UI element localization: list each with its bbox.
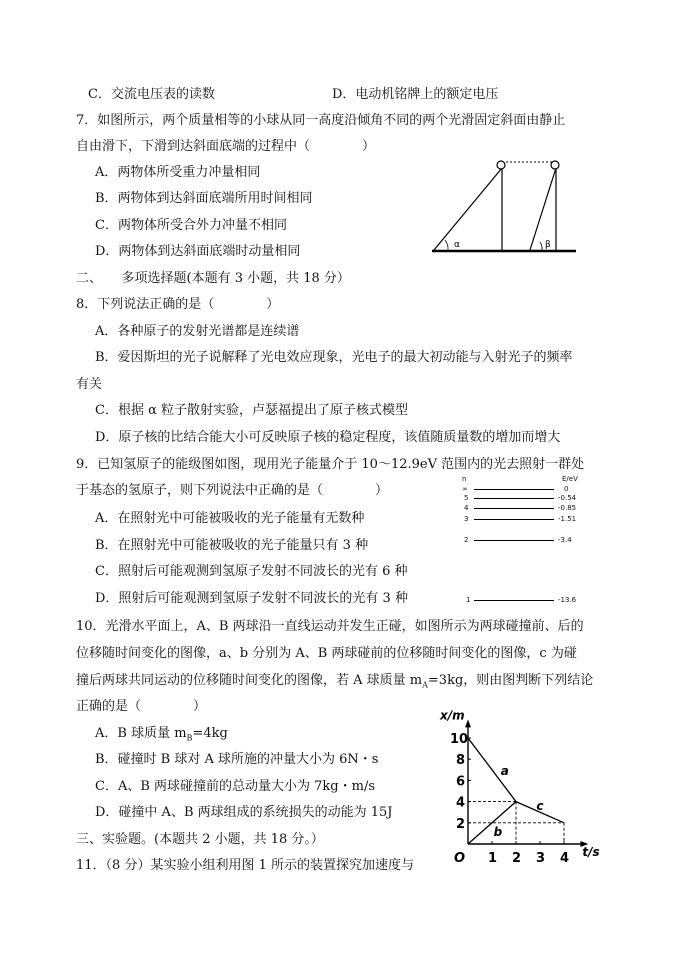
x-tick-label-2: 2	[512, 851, 522, 866]
section2-heading: 二、 多项选择题(本题有 3 小题，共 18 分）	[76, 271, 350, 286]
q7-stem-line2: 自由滑下，下滑到达斜面底端的过程中（ ）	[76, 139, 376, 154]
q10-option-a-pre: A．B 球质量 m	[95, 726, 187, 741]
energy-e-header: E/eV	[562, 475, 578, 483]
q10-option-c: C．A、B 两球碰撞前的总动量大小为 7kg・m/s	[95, 779, 376, 794]
level-2-e: -3.4	[558, 536, 572, 544]
q10-stem-line2: 位移随时间变化的图像，a、b 分别为 A、B 两球碰前的位移随时间变化的图像，c 为碰	[76, 646, 577, 661]
y-tick-label-6: 6	[456, 774, 466, 790]
angle-beta-arc	[540, 242, 542, 250]
y-tick-label-4: 4	[456, 795, 466, 811]
y-axis-arrow	[465, 719, 471, 727]
energy-n-header: n	[462, 475, 467, 483]
level-4-e: -0.85	[558, 504, 577, 512]
angle-alpha-arc	[445, 240, 448, 250]
label-beta: β	[545, 240, 551, 250]
y-tick-label-10: 10	[450, 732, 469, 747]
level-5-line	[474, 498, 554, 499]
y-tick-label-8: 8	[456, 753, 466, 769]
ball-left	[497, 161, 505, 169]
series-b-label: b	[493, 825, 503, 840]
label-alpha: α	[454, 240, 460, 250]
q10-option-b: B．碰撞时 B 球对 A 球所施的冲量大小为 6N・s	[95, 752, 379, 767]
q9-stem-line2: 于基态的氢原子，则下列说法中正确的是（ ）	[76, 483, 389, 498]
q9-option-d: D．照射后可能观测到氢原子发射不同波长的光有 3 种	[95, 591, 408, 606]
q6-option-d: D．电动机铭牌上的额定电压	[332, 87, 499, 102]
origin-label: O	[454, 851, 466, 866]
level-5-e: -0.54	[558, 494, 577, 502]
q9-option-a: A．在照射光中可能被吸收的光子能量有无数种	[95, 511, 365, 526]
x-tick-label-1: 1	[488, 851, 498, 866]
x-axis-label: t/s	[582, 845, 600, 859]
q8-option-a: A．各种原子的发射光谱都是连续谱	[95, 324, 300, 339]
level-1-line	[474, 600, 554, 601]
q7-stem-line1: 7．如图所示，两个质量相等的小球从同一高度沿倾角不同的两个光滑固定斜面由静止	[76, 113, 566, 128]
level-inf-line	[474, 489, 554, 490]
series-a-label: a	[500, 764, 509, 779]
q11-stem: 11．（8 分）某实验小组利用图 1 所示的装置探究加速度与	[76, 858, 414, 873]
level-4-n: 4	[464, 504, 469, 512]
level-3-e: -1.51	[558, 515, 577, 523]
q7-option-a: A．两物体所受重力冲量相同	[95, 165, 261, 180]
level-2-n: 2	[464, 536, 469, 544]
q9-option-c: C．照射后可能观测到氢原子发射不同波长的光有 6 种	[95, 564, 408, 579]
level-4-line	[474, 508, 554, 509]
q8-option-b-line2: 有关	[76, 377, 103, 392]
y-tick-label-2: 2	[456, 816, 466, 832]
q10-stem-line3-tail: =3kg，则由图判断下列结论	[427, 673, 594, 688]
q8-option-d: D．原子核的比结合能大小可反映原子核的稳定程度，该值随质量数的增加而增大	[95, 430, 561, 445]
x-tick-label-4: 4	[560, 851, 570, 866]
q7-option-b: B．两物体到达斜面底端所用时间相同	[95, 191, 313, 206]
y-axis-label: x/m	[440, 708, 465, 723]
q10-option-d: D．碰撞中 A、B 两球组成的系统损失的动能为 15J	[95, 805, 393, 820]
incline-figure	[430, 156, 578, 256]
q10-stem-line3-sub: A	[422, 680, 428, 690]
level-2-line	[474, 540, 554, 541]
q8-stem: 8．下列说法正确的是（ ）	[76, 297, 280, 312]
level-1-e: -13.6	[558, 596, 577, 604]
q6-option-c: C．交流电压表的读数	[88, 87, 215, 102]
x-tick-label-3: 3	[536, 851, 546, 866]
q10-stem-line4: 正确的是（ ）	[76, 699, 207, 714]
level-3-n: 3	[464, 515, 469, 523]
level-inf-n: ∞	[462, 485, 468, 493]
series-c-label: c	[536, 799, 544, 814]
q7-option-c: C．两物体所受合外力冲量不相同	[95, 218, 287, 233]
level-inf-e: 0	[564, 485, 569, 493]
q10-stem-line3-main: 撞后两球共同运动的位移随时间变化的图像，若 A 球质量 m	[76, 673, 423, 688]
level-3-line	[474, 519, 554, 520]
incline-beta	[530, 168, 556, 250]
level-1-n: 1	[466, 596, 471, 604]
q10-stem-line1: 10．光滑水平面上，A、B 两球沿一直线运动并发生正碰，如图所示为两球碰撞前、后的	[76, 619, 584, 634]
q9-option-b: B．在照射光中可能被吸收的光子能量只有 3 种	[95, 538, 369, 553]
q10-option-a-post: =4kg	[192, 726, 228, 741]
q8-option-c: C．根据 α 粒子散射实验，卢瑟福提出了原子核式模型	[95, 403, 408, 418]
q8-option-b-line1: B．爱因斯坦的光子说解释了光电效应现象，光电子的最大初动能与入射光子的频率	[95, 350, 573, 365]
q7-option-d: D．两物体到达斜面底端时动量相同	[95, 244, 301, 259]
q10-option-a-sub: B	[186, 733, 193, 743]
displacement-time-chart	[438, 706, 608, 866]
incline-alpha	[434, 168, 502, 250]
level-5-n: 5	[464, 494, 469, 502]
q10-option-a	[95, 725, 228, 748]
section3-heading: 三、实验题。(本题共 2 小题，共 18 分。）	[76, 832, 324, 847]
q9-stem-line1: 9．已知氢原子的能级图如图，现用光子能量介于 10～12.9eV 范围内的光去照射一群处	[76, 457, 585, 472]
ball-right	[551, 161, 559, 169]
q10-stem-line3	[76, 672, 593, 695]
